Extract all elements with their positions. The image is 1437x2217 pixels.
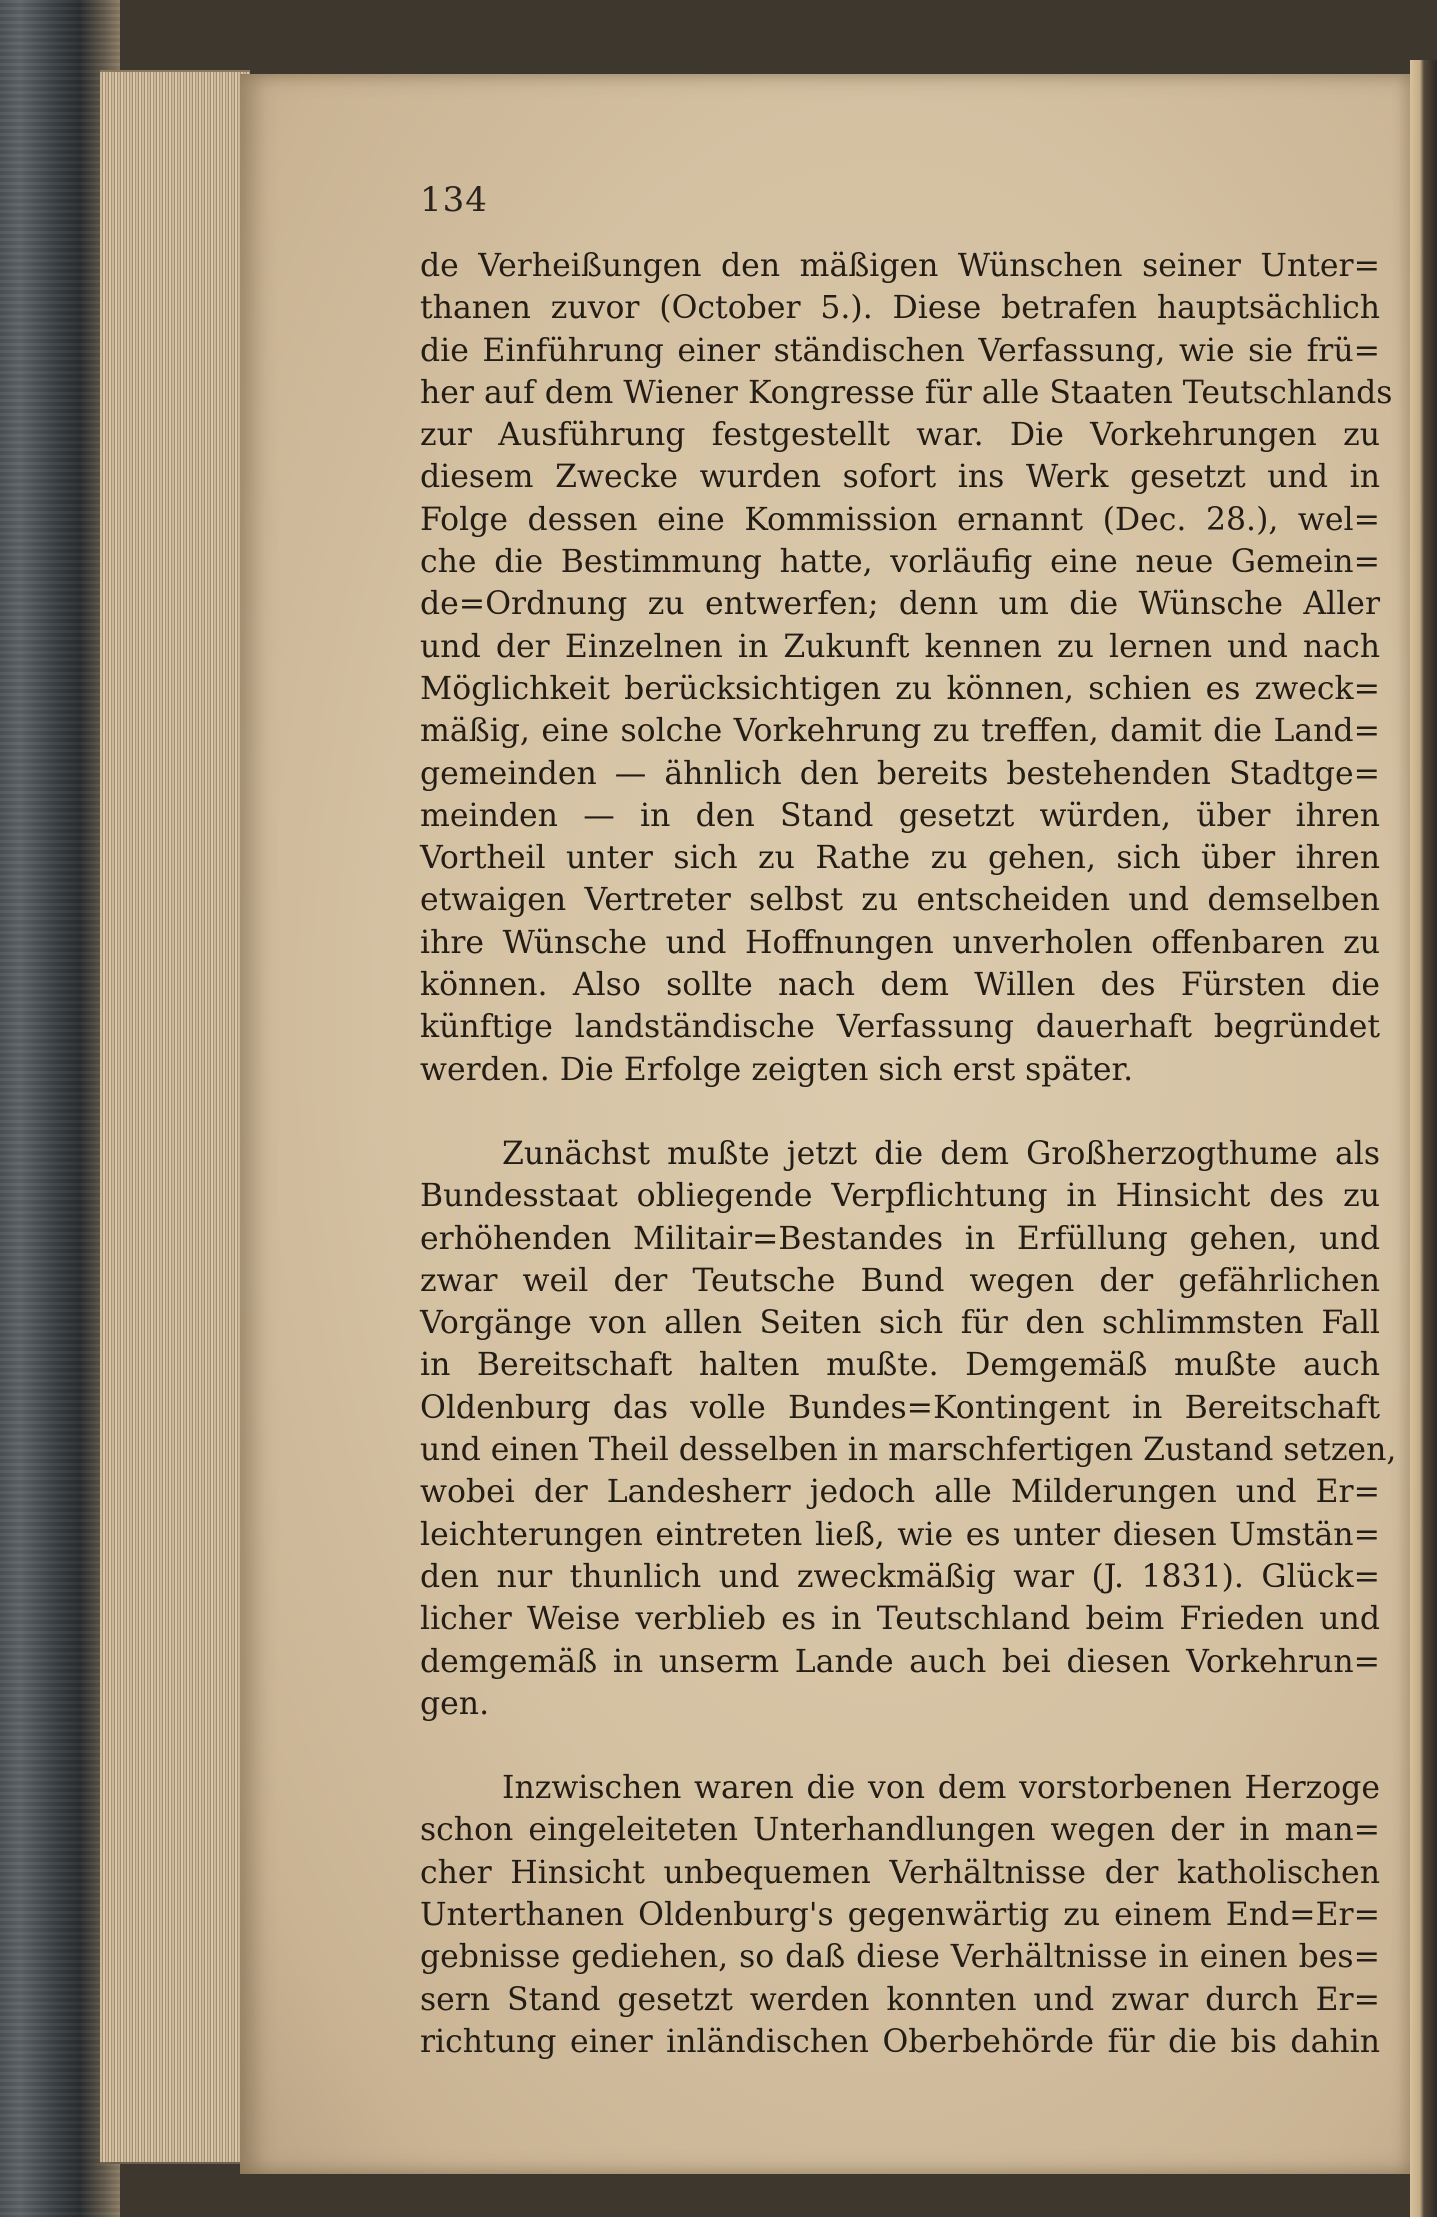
text-line: in Bereitschaft halten mußte. Demgemäß mußte auch: [420, 1347, 1380, 1384]
text-line: den nur thunlich und zweckmäßig war (J. 1831). Glück=: [420, 1558, 1380, 1595]
text-line: können. Also sollte nach dem Willen des Fürsten die: [420, 967, 1380, 1004]
text-line: werden. Die Erfolge zeigten sich erst später.: [420, 1051, 1134, 1088]
text-line: sern Stand gesetzt werden konnten und zwar durch Er=: [420, 1981, 1380, 2018]
text-line: che die Bestimmung hatte, vorläufig eine neue Gemein=: [420, 544, 1380, 581]
text-line: Möglichkeit berücksichtigen zu können, schien es zweck=: [420, 670, 1380, 707]
text-line: de Verheißungen den mäßigen Wünschen seiner Unter=: [420, 248, 1380, 284]
text-line: her auf dem Wiener Kongresse für alle Staaten Teutschlands: [420, 374, 1393, 411]
text-line: gebnisse gediehen, so daß diese Verhältnisse in einen bes=: [420, 1939, 1380, 1976]
facing-page-edge: [1410, 60, 1437, 2217]
text-line: Zunächst mußte jetzt die dem Großherzogthume als: [502, 1135, 1380, 1172]
text-line: erhöhenden Militair=Bestandes in Erfüllung gehen, und: [420, 1220, 1380, 1257]
text-line: und einen Theil desselben in marschfertigen Zustand setzen,: [420, 1432, 1397, 1469]
text-line: Oldenburg das volle Bundes=Kontingent in Bereitschaft: [420, 1389, 1380, 1426]
text-line: gen.: [420, 1685, 490, 1722]
text-line: thanen zuvor (October 5.). Diese betrafen hauptsächlich: [420, 290, 1380, 327]
page-number: 134: [420, 180, 488, 220]
text-line: Inzwischen waren die von dem vorstorbenen Herzoge: [502, 1770, 1380, 1807]
text-line: schon eingeleiteten Unterhandlungen wegen der in man=: [420, 1812, 1380, 1849]
text-line: demgemäß in unserm Lande auch bei diesen Vorkehrun=: [420, 1643, 1380, 1680]
text-line: wobei der Landesherr jedoch alle Milderungen und Er=: [420, 1474, 1380, 1511]
text-line: die Einführung einer ständischen Verfassung, wie sie frü=: [420, 332, 1380, 369]
text-line: etwaigen Vertreter selbst zu entscheiden und demselben: [420, 882, 1380, 919]
body-text: [420, 245, 1397, 2063]
text-line: Bundesstaat obliegende Verpflichtung in Hinsicht des zu: [420, 1178, 1380, 1215]
text-line: ihre Wünsche und Hoffnungen unverholen offenbaren zu: [420, 924, 1380, 961]
text-line: cher Hinsicht unbequemen Verhältnisse der katholischen: [420, 1854, 1380, 1891]
text-line: Unterthanen Oldenburg's gegenwärtig zu einem End=Er=: [420, 1896, 1380, 1933]
text-line: Folge dessen eine Kommission ernannt (Dec. 28.), wel=: [420, 501, 1380, 538]
text-line: meinden — in den Stand gesetzt würden, über ihren: [420, 797, 1380, 834]
text-line: diesem Zwecke wurden sofort ins Werk gesetzt und in: [420, 459, 1380, 496]
text-line: de=Ordnung zu entwerfen; denn um die Wünsche Aller: [420, 586, 1380, 623]
text-line: gemeinden — ähnlich den bereits bestehenden Stadtge=: [420, 755, 1380, 792]
text-line: mäßig, eine solche Vorkehrung zu treffen, damit die Land=: [420, 713, 1380, 750]
text-line: zur Ausführung festgestellt war. Die Vorkehrungen zu: [420, 417, 1380, 454]
text-line: Vorgänge von allen Seiten sich für den schlimmsten Fall: [420, 1305, 1380, 1342]
text-line: zwar weil der Teutsche Bund wegen der gefährlichen: [420, 1262, 1380, 1299]
text-line: richtung einer inländischen Oberbehörde für die bis dahin: [420, 2023, 1380, 2060]
text-line: leichterungen eintreten ließ, wie es unter diesen Umstän=: [420, 1516, 1380, 1553]
paragraph: [420, 1133, 1397, 1725]
paragraph: [420, 245, 1393, 1091]
text-line: künftige landständische Verfassung dauerhaft begründet: [420, 1009, 1380, 1046]
text-line: Vortheil unter sich zu Rathe zu gehen, sich über ihren: [420, 840, 1380, 877]
paragraph: [420, 1767, 1380, 2063]
text-line: licher Weise verblieb es in Teutschland beim Frieden und: [420, 1601, 1380, 1638]
text-line: und der Einzelnen in Zukunft kennen zu lernen und nach: [420, 628, 1380, 665]
page-edges: [100, 70, 250, 2164]
